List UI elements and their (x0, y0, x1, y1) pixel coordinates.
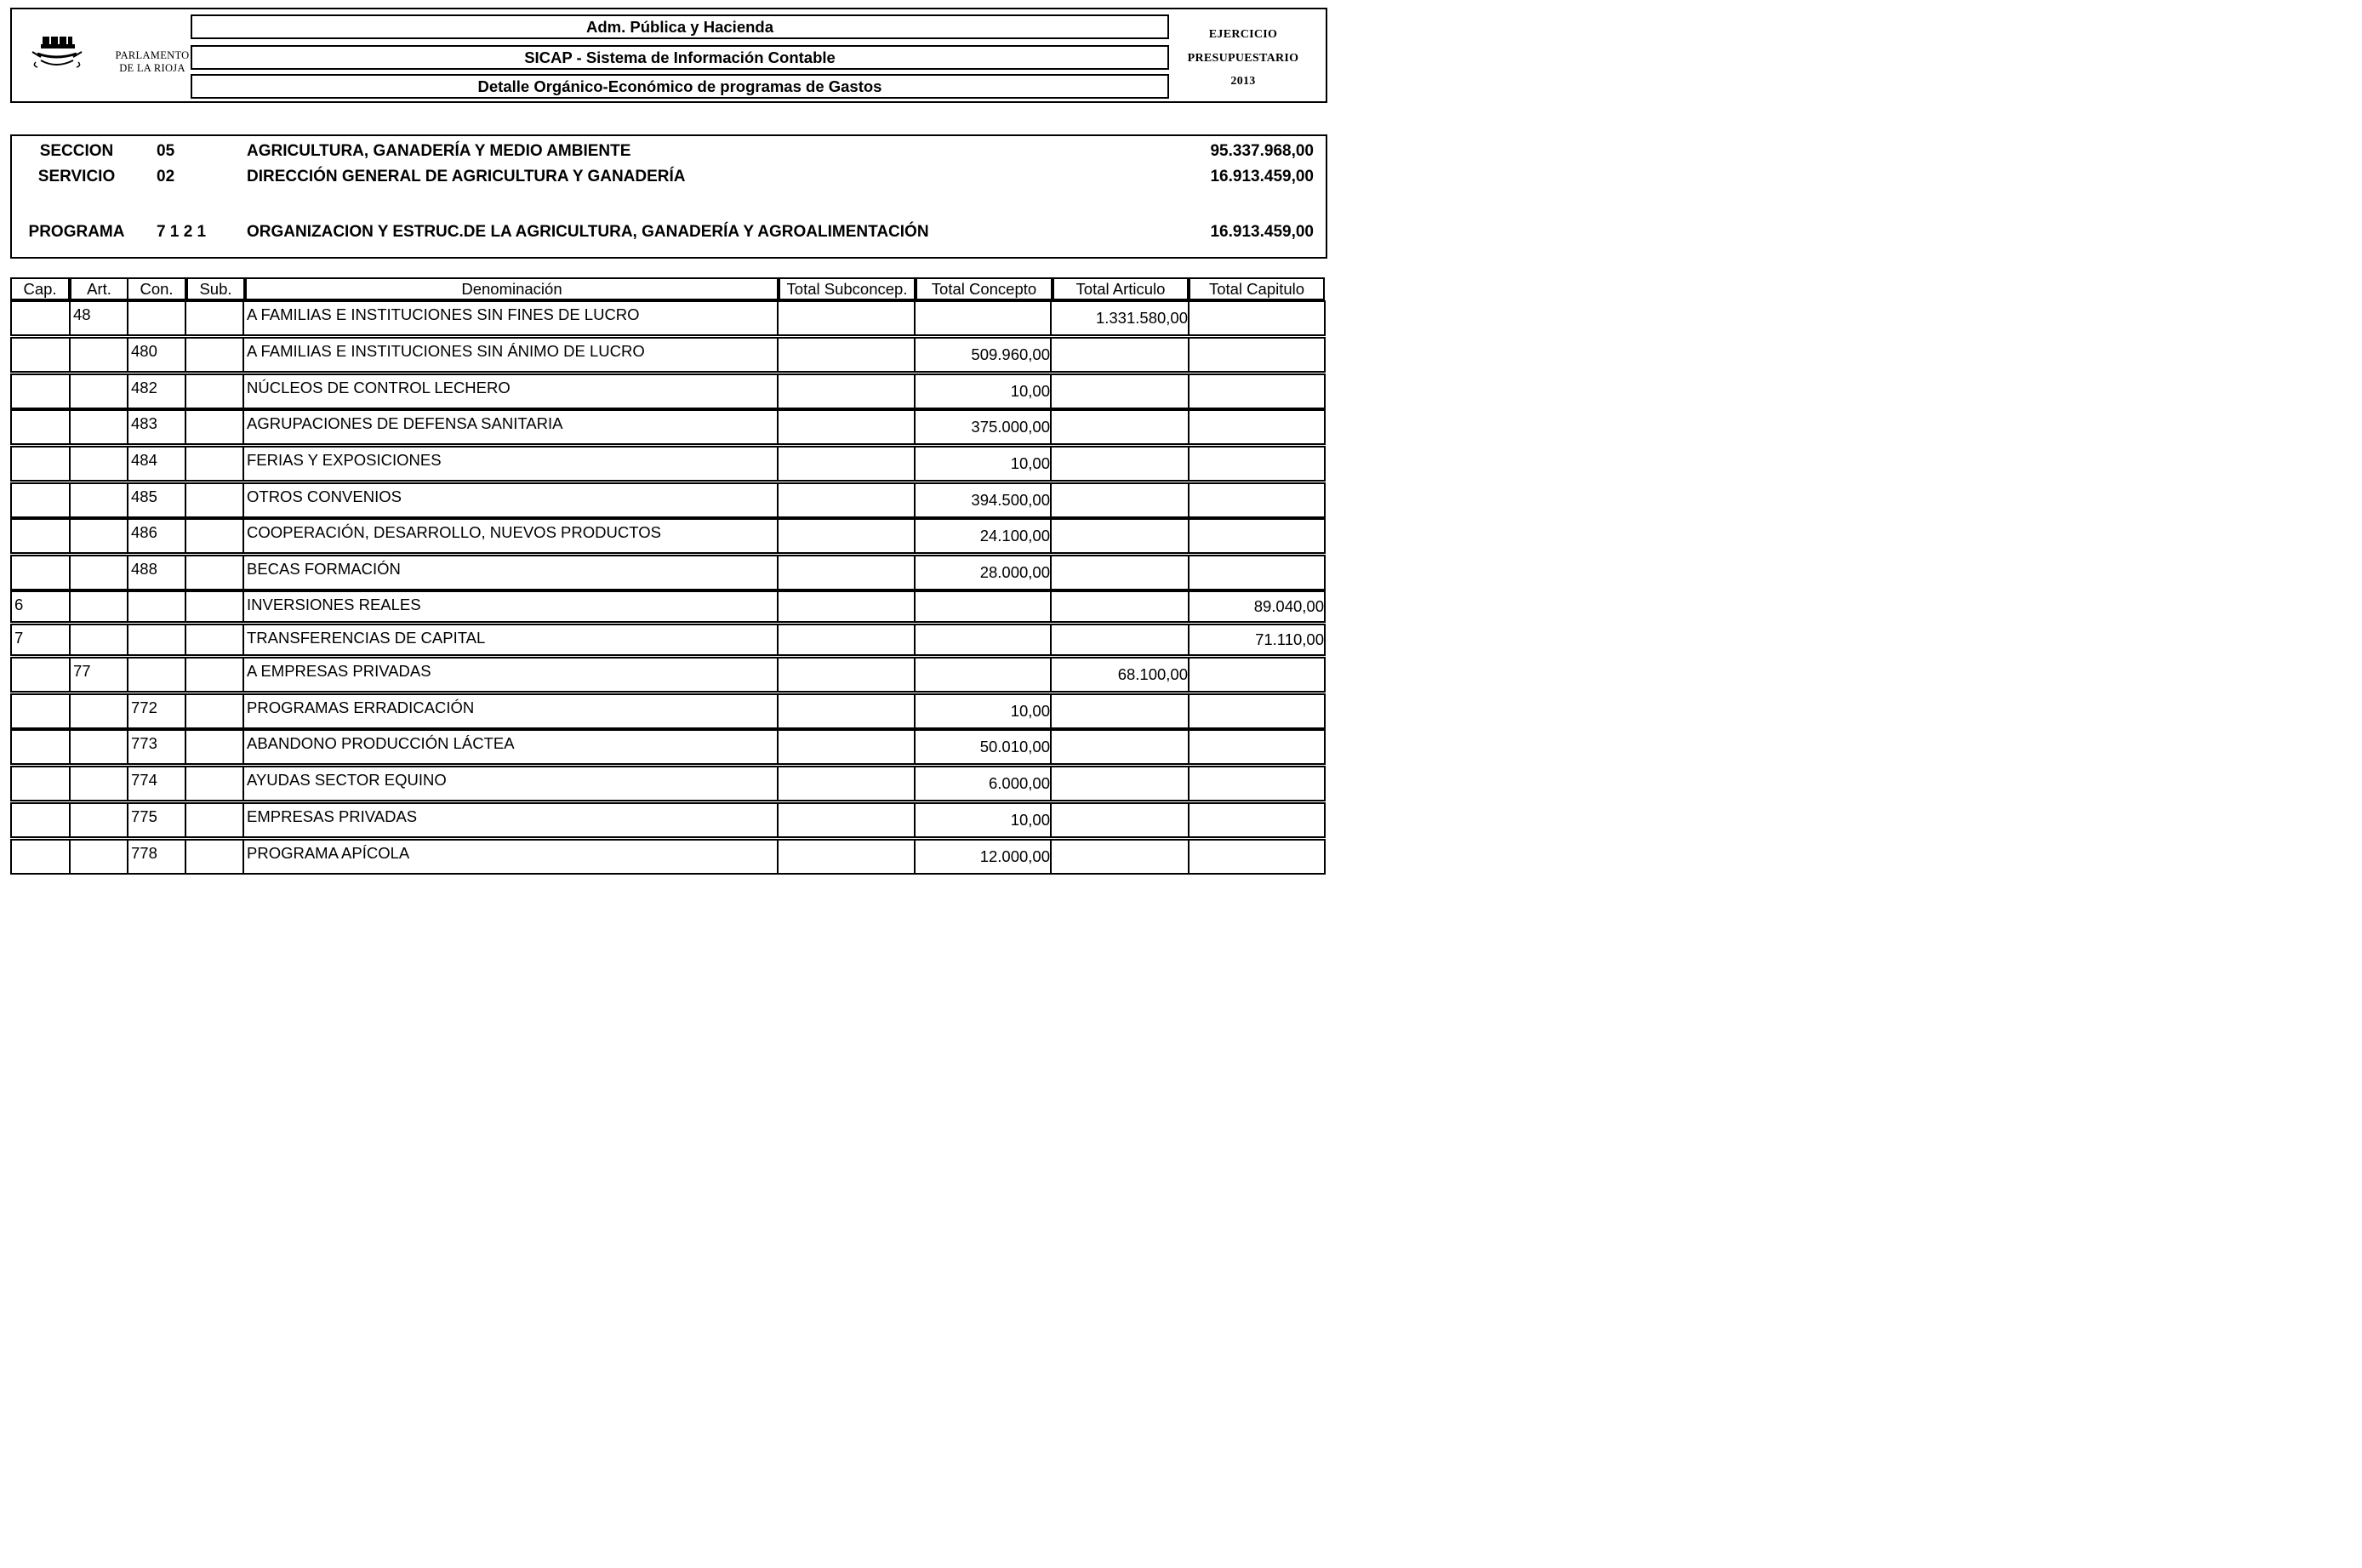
cell-art: 48 (69, 300, 127, 336)
cell-art (69, 693, 127, 729)
cell-con: 483 (127, 409, 185, 445)
column-header-con: Con. (127, 277, 186, 300)
table-row (10, 839, 1326, 875)
cell-con (127, 624, 185, 656)
cell-denominacion: PROGRAMA APÍCOLA (242, 839, 777, 875)
cell-con (127, 657, 185, 693)
cell-denominacion: OTROS CONVENIOS (242, 482, 777, 518)
table-row (10, 337, 1326, 373)
cell-art (69, 590, 127, 623)
cell-con (127, 590, 185, 623)
programa-amount: 16.913.459,00 (1210, 223, 1314, 241)
seccion-name: AGRICULTURA, GANADERÍA Y MEDIO AMBIENTE (247, 142, 631, 160)
table-row (10, 555, 1326, 590)
section-summary (10, 134, 1327, 259)
cell-con: 775 (127, 802, 185, 838)
cell-cap (10, 300, 69, 336)
column-header-denominacion: Denominación (245, 277, 779, 300)
cell-total-articulo: 68.100,00 (1050, 657, 1188, 693)
cell-total-articulo (1050, 482, 1188, 518)
cell-total-articulo (1050, 624, 1188, 656)
programa-name: ORGANIZACION Y ESTRUC.DE LA AGRICULTURA, GANADERÍA Y AGROALIMENTACIÓN (247, 223, 929, 241)
cell-total-capitulo (1188, 518, 1326, 554)
cell-con: 485 (127, 482, 185, 518)
seccion-amount: 95.337.968,00 (1210, 142, 1314, 160)
cell-denominacion: A FAMILIAS E INSTITUCIONES SIN FINES DE LUCRO (242, 300, 777, 336)
cell-sub (185, 802, 242, 838)
cell-total-articulo (1050, 839, 1188, 875)
cell-cap: 7 (10, 624, 69, 656)
cell-art (69, 373, 127, 409)
cell-cap (10, 729, 69, 765)
cell-total-articulo (1050, 409, 1188, 445)
cell-total-concepto: 12.000,00 (914, 839, 1050, 875)
cell-cap (10, 766, 69, 801)
cell-total-subconcepto (777, 839, 914, 875)
cell-total-articulo (1050, 446, 1188, 482)
table-row (10, 624, 1326, 656)
table-row (10, 590, 1326, 623)
cell-total-concepto: 10,00 (914, 446, 1050, 482)
seccion-code: 05 (157, 142, 175, 160)
seccion-label: SECCION (39, 142, 114, 160)
cell-cap (10, 657, 69, 693)
table-row (10, 802, 1326, 838)
cell-total-concepto: 10,00 (914, 373, 1050, 409)
cell-total-capitulo (1188, 300, 1326, 336)
cell-cap (10, 518, 69, 554)
cell-denominacion: EMPRESAS PRIVADAS (242, 802, 777, 838)
presupuestario-label: PRESUPUESTARIO (1187, 51, 1299, 65)
table-row (10, 518, 1326, 554)
table-row (10, 482, 1326, 518)
cell-con: 774 (127, 766, 185, 801)
table-row (10, 300, 1326, 336)
cell-total-subconcepto (777, 624, 914, 656)
cell-total-concepto: 6.000,00 (914, 766, 1050, 801)
cell-art (69, 518, 127, 554)
cell-total-articulo (1050, 518, 1188, 554)
table-row (10, 729, 1326, 765)
cell-denominacion: PROGRAMAS ERRADICACIÓN (242, 693, 777, 729)
cell-total-subconcepto (777, 590, 914, 623)
programa-code: 7 1 2 1 (157, 223, 207, 241)
logo-text (106, 49, 199, 75)
cell-con: 480 (127, 337, 185, 373)
cell-denominacion: NÚCLEOS DE CONTROL LECHERO (242, 373, 777, 409)
cell-total-capitulo (1188, 482, 1326, 518)
table-row (10, 693, 1326, 729)
cell-cap: 6 (10, 590, 69, 623)
cell-total-articulo (1050, 555, 1188, 590)
cell-total-capitulo (1188, 657, 1326, 693)
table-row (10, 766, 1326, 801)
cell-art (69, 802, 127, 838)
cell-total-capitulo (1188, 446, 1326, 482)
ejercicio-year: 2013 (1230, 75, 1256, 88)
cell-total-concepto: 509.960,00 (914, 337, 1050, 373)
ejercicio-label: EJERCICIO (1208, 28, 1278, 41)
table-row (10, 373, 1326, 409)
cell-art (69, 337, 127, 373)
cell-sub (185, 300, 242, 336)
cell-total-subconcepto (777, 693, 914, 729)
cell-cap (10, 373, 69, 409)
column-header-total-subconcepto: Total Subconcep. (779, 277, 916, 300)
table-row (10, 446, 1326, 482)
cell-total-capitulo (1188, 373, 1326, 409)
cell-total-capitulo (1188, 693, 1326, 729)
cell-sub (185, 555, 242, 590)
cell-total-articulo (1050, 729, 1188, 765)
cell-total-subconcepto (777, 729, 914, 765)
cell-total-subconcepto (777, 802, 914, 838)
cell-total-capitulo (1188, 839, 1326, 875)
column-header-sub: Sub. (186, 277, 245, 300)
cell-con (127, 300, 185, 336)
servicio-row (12, 167, 1326, 187)
cell-denominacion: AGRUPACIONES DE DEFENSA SANITARIA (242, 409, 777, 445)
column-header-total-articulo: Total Articulo (1053, 277, 1189, 300)
logo-text-line2: DE LA RIOJA (119, 62, 185, 74)
cell-denominacion: TRANSFERENCIAS DE CAPITAL (242, 624, 777, 656)
cell-denominacion: COOPERACIÓN, DESARROLLO, NUEVOS PRODUCTOS (242, 518, 777, 554)
cell-total-subconcepto (777, 373, 914, 409)
cell-total-capitulo (1188, 409, 1326, 445)
table-row (10, 657, 1326, 693)
cell-total-subconcepto (777, 409, 914, 445)
cell-art (69, 624, 127, 656)
cell-sub (185, 590, 242, 623)
cell-sub (185, 766, 242, 801)
cell-sub (185, 482, 242, 518)
cell-con: 772 (127, 693, 185, 729)
cell-sub (185, 337, 242, 373)
cell-denominacion: INVERSIONES REALES (242, 590, 777, 623)
cell-art: 77 (69, 657, 127, 693)
cell-art (69, 729, 127, 765)
cell-art (69, 482, 127, 518)
cell-art (69, 409, 127, 445)
column-header-art: Art. (70, 277, 128, 300)
cell-cap (10, 409, 69, 445)
cell-total-capitulo (1188, 766, 1326, 801)
header-title-2: SICAP - Sistema de Información Contable (191, 45, 1169, 70)
cell-cap (10, 555, 69, 590)
cell-art (69, 555, 127, 590)
cell-total-subconcepto (777, 337, 914, 373)
cell-denominacion: ABANDONO PRODUCCIÓN LÁCTEA (242, 729, 777, 765)
cell-total-subconcepto (777, 446, 914, 482)
column-header-total-concepto: Total Concepto (916, 277, 1053, 300)
cell-sub (185, 839, 242, 875)
cell-total-concepto (914, 300, 1050, 336)
cell-denominacion: A EMPRESAS PRIVADAS (242, 657, 777, 693)
parliament-emblem-icon (27, 35, 87, 72)
table-row (10, 409, 1326, 445)
cell-total-concepto: 10,00 (914, 693, 1050, 729)
programa-row (12, 222, 1326, 242)
cell-denominacion: AYUDAS SECTOR EQUINO (242, 766, 777, 801)
document-header (10, 8, 1327, 103)
cell-sub (185, 624, 242, 656)
cell-con: 773 (127, 729, 185, 765)
cell-sub (185, 409, 242, 445)
cell-total-concepto (914, 657, 1050, 693)
cell-total-articulo (1050, 693, 1188, 729)
cell-con: 484 (127, 446, 185, 482)
cell-total-subconcepto (777, 657, 914, 693)
column-header-cap: Cap. (10, 277, 70, 300)
cell-total-articulo (1050, 373, 1188, 409)
cell-total-capitulo (1188, 802, 1326, 838)
cell-total-concepto: 50.010,00 (914, 729, 1050, 765)
cell-total-concepto: 10,00 (914, 802, 1050, 838)
cell-cap (10, 839, 69, 875)
cell-cap (10, 446, 69, 482)
cell-total-subconcepto (777, 555, 914, 590)
cell-total-subconcepto (777, 766, 914, 801)
cell-art (69, 839, 127, 875)
parlamento-logo (27, 35, 197, 94)
cell-total-articulo (1050, 590, 1188, 623)
cell-con: 778 (127, 839, 185, 875)
cell-sub (185, 446, 242, 482)
cell-cap (10, 337, 69, 373)
cell-sub (185, 518, 242, 554)
cell-con: 488 (127, 555, 185, 590)
column-header-total-capitulo: Total Capitulo (1189, 277, 1325, 300)
cell-total-capitulo (1188, 729, 1326, 765)
cell-total-concepto: 24.100,00 (914, 518, 1050, 554)
header-title-1: Adm. Pública y Hacienda (191, 14, 1169, 39)
logo-text-line1: PARLAMENTO (115, 49, 190, 61)
servicio-label: SERVICIO (37, 168, 116, 185)
cell-sub (185, 693, 242, 729)
cell-total-concepto (914, 624, 1050, 656)
cell-cap (10, 693, 69, 729)
cell-total-capitulo: 89.040,00 (1188, 590, 1326, 623)
servicio-name: DIRECCIÓN GENERAL DE AGRICULTURA Y GANADERÍA (247, 168, 686, 185)
programa-label: PROGRAMA (28, 223, 125, 241)
cell-denominacion: FERIAS Y EXPOSICIONES (242, 446, 777, 482)
cell-total-articulo: 1.331.580,00 (1050, 300, 1188, 336)
cell-total-capitulo: 71.110,00 (1188, 624, 1326, 656)
cell-total-articulo (1050, 766, 1188, 801)
cell-cap (10, 482, 69, 518)
servicio-amount: 16.913.459,00 (1210, 168, 1314, 185)
cell-total-subconcepto (777, 518, 914, 554)
cell-denominacion: A FAMILIAS E INSTITUCIONES SIN ÁNIMO DE LUCRO (242, 337, 777, 373)
seccion-row (12, 141, 1326, 162)
cell-total-articulo (1050, 337, 1188, 373)
cell-sub (185, 373, 242, 409)
cell-art (69, 446, 127, 482)
cell-con: 482 (127, 373, 185, 409)
ejercicio-presupuestario (1171, 23, 1315, 94)
cell-sub (185, 729, 242, 765)
cell-total-concepto: 394.500,00 (914, 482, 1050, 518)
cell-total-capitulo (1188, 555, 1326, 590)
header-title-3: Detalle Orgánico-Económico de programas de Gastos (191, 74, 1169, 99)
cell-denominacion: BECAS FORMACIÓN (242, 555, 777, 590)
cell-con: 486 (127, 518, 185, 554)
servicio-code: 02 (157, 168, 175, 185)
cell-sub (185, 657, 242, 693)
cell-total-concepto (914, 590, 1050, 623)
cell-total-subconcepto (777, 300, 914, 336)
cell-total-concepto: 375.000,00 (914, 409, 1050, 445)
cell-cap (10, 802, 69, 838)
cell-total-concepto: 28.000,00 (914, 555, 1050, 590)
cell-total-articulo (1050, 802, 1188, 838)
cell-art (69, 766, 127, 801)
cell-total-capitulo (1188, 337, 1326, 373)
cell-total-subconcepto (777, 482, 914, 518)
